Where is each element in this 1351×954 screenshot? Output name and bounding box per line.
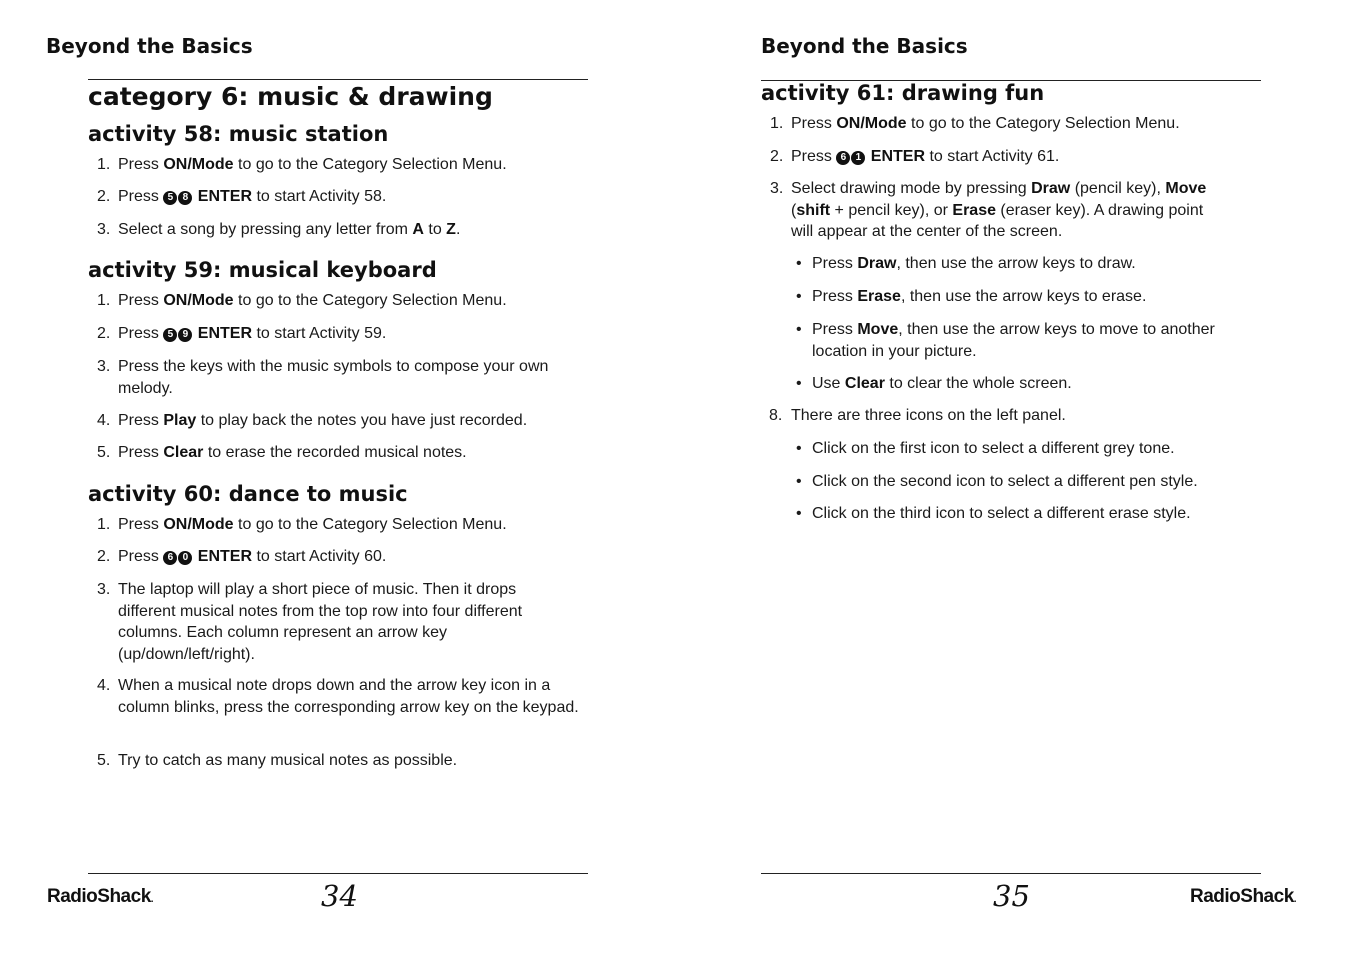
activity-61-step-3: 3. Select drawing mode by pressing Draw (pencil key), Move (shift + pencil key), or Erase (eraser key). A drawing point will appear at the center of the screen. bbox=[770, 180, 1207, 240]
activity-61-step-1: 1. Press ON/Mode to go to the Category Selection Menu. bbox=[770, 115, 1180, 132]
activity-60-step-2: 2. Press 6 0 ENTER to start Activity 60. bbox=[97, 548, 387, 565]
activity-59-step-5: 5. Press Clear to erase the recorded musical notes. bbox=[97, 444, 467, 461]
activity-61-step-2: 2. Press 6 1 ENTER to start Activity 61. bbox=[770, 148, 1060, 165]
activity-59-step-4: 4. Press Play to play back the notes you have just recorded. bbox=[97, 412, 528, 429]
radioshack-logo: RadioShack. bbox=[1190, 886, 1297, 907]
activity-60-step-1: 1. Press ON/Mode to go to the Category Selection Menu. bbox=[97, 516, 507, 533]
key-0-icon: 0 bbox=[178, 551, 192, 565]
key-9-icon: 9 bbox=[178, 328, 192, 342]
key-8-icon: 8 bbox=[178, 191, 192, 205]
activity-59-step-2: 2. Press 5 9 ENTER to start Activity 59. bbox=[97, 325, 387, 342]
running-head: Beyond the Basics bbox=[761, 34, 968, 58]
activity-58-step-2: 2. Press 5 8 ENTER to start Activity 58. bbox=[97, 188, 387, 205]
activity-58-step-3: 3. Select a song by pressing any letter from A to Z. bbox=[97, 221, 461, 238]
key-6-icon: 6 bbox=[163, 551, 177, 565]
header-rule bbox=[88, 79, 588, 80]
activity-61-step-8: 8. There are three icons on the left panel. bbox=[769, 407, 1066, 424]
footer-rule bbox=[761, 873, 1261, 874]
activity-60-step-5: 5. Try to catch as many musical notes as possible. bbox=[97, 752, 458, 769]
bullet-grey-tone: • Click on the first icon to select a different grey tone. bbox=[796, 440, 1175, 457]
bullet-pen-style: • Click on the second icon to select a different pen style. bbox=[796, 473, 1198, 490]
activity-61-title: activity 61: drawing fun bbox=[761, 81, 1045, 105]
activity-59-step-3: 3. Press the keys with the music symbols to compose your own melody. bbox=[97, 358, 549, 397]
activity-60-step-3: 3. The laptop will play a short piece of music. Then it drops different musical notes from the top row into four different columns. Each column represent an arrow key (up/down/left/right). bbox=[97, 581, 523, 663]
key-5-icon: 5 bbox=[163, 191, 177, 205]
radioshack-logo: RadioShack. bbox=[47, 886, 154, 907]
bullet-erase-style: • Click on the third icon to select a different erase style. bbox=[796, 505, 1191, 522]
key-5-icon: 5 bbox=[163, 328, 177, 342]
bullet-clear: • Use Clear to clear the whole screen. bbox=[796, 375, 1072, 392]
activity-58-step-1: 1. Press ON/Mode to go to the Category Selection Menu. bbox=[97, 156, 507, 173]
running-head: Beyond the Basics bbox=[46, 34, 253, 58]
bullet-erase: • Press Erase, then use the arrow keys to erase. bbox=[796, 288, 1147, 305]
activity-59-title: activity 59: musical keyboard bbox=[88, 258, 437, 282]
page-number: 35 bbox=[993, 879, 1030, 913]
key-1-icon: 1 bbox=[851, 151, 865, 165]
activity-59-step-1: 1. Press ON/Mode to go to the Category Selection Menu. bbox=[97, 292, 507, 309]
bullet-draw: • Press Draw, then use the arrow keys to draw. bbox=[796, 255, 1136, 272]
right-page bbox=[676, 0, 1351, 954]
bullet-move: • Press Move, then use the arrow keys to move to another location in your picture. bbox=[796, 321, 1215, 360]
activity-60-title: activity 60: dance to music bbox=[88, 482, 408, 506]
activity-58-title: activity 58: music station bbox=[88, 122, 389, 146]
page-number: 34 bbox=[321, 879, 358, 913]
footer-rule bbox=[88, 873, 588, 874]
activity-60-step-4: 4. When a musical note drops down and the arrow key icon in a column blinks, press the corresponding arrow key on the keypad. bbox=[97, 677, 579, 716]
key-6-icon: 6 bbox=[836, 151, 850, 165]
category-title: category 6: music & drawing bbox=[88, 82, 493, 111]
